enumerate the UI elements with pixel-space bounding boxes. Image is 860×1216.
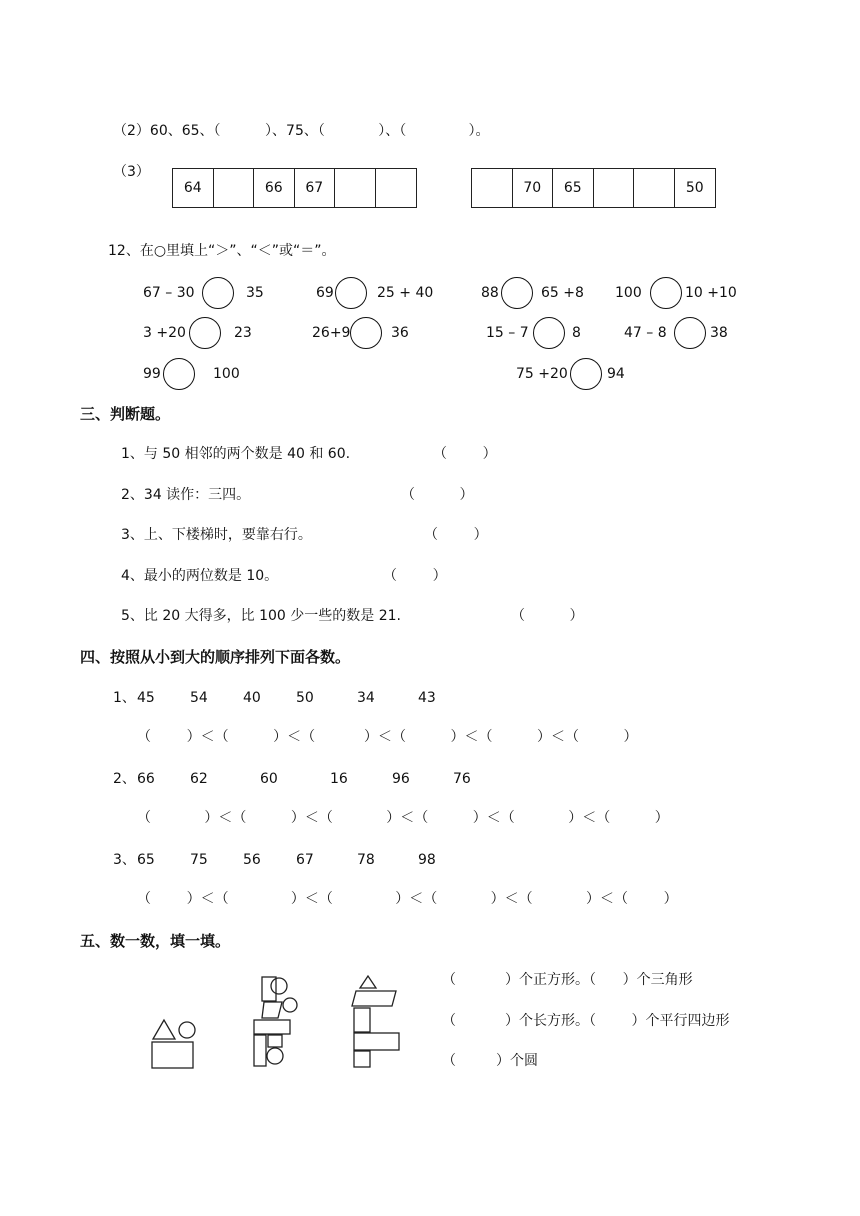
judgement-item: 3、上、下楼梯时，要靠右行。 [121,527,312,543]
judgement-answer-paren[interactable]: （ ） [511,608,584,624]
ordering-number: 76 [453,771,471,787]
section-title-ordering: 四、按照从小到大的顺序排列下面各数。 [80,648,351,666]
square-shape [268,1035,282,1047]
rectangle-shape [254,1020,290,1034]
compare-question-title: 12、在○里填上“＞”、“＜”或“＝”。 [108,243,336,259]
grid-cell[interactable]: 50 [685,180,704,196]
ordering-number: 98 [418,852,436,868]
ordering-answer-line[interactable]: （ ）＜（ ）＜（ ）＜（ ）＜（ ）＜（ ） [137,729,638,745]
judgement-item: 4、最小的两位数是 10。 [121,568,279,584]
rectangle-shape [354,1033,399,1050]
compare-right: 38 [710,325,728,341]
judgement-answer-paren[interactable]: （ ） [424,527,488,543]
section-title-counting: 五、数一数，填一填。 [80,932,231,950]
judgement-item: 5、比 20 大得多，比 100 少一些的数是 21. [121,608,401,624]
ordering-number: 78 [357,852,375,868]
ordering-number: 16 [330,771,348,787]
compare-right: 65 +8 [541,285,584,301]
judgement-answer-paren[interactable]: （ ） [433,446,497,462]
compare-left: 75 +20 [516,366,568,382]
square-shape [354,1051,370,1067]
grid-cell[interactable]: 65 [553,169,594,207]
compare-right: 8 [572,325,581,341]
ordering-number: 54 [190,690,208,706]
ordering-number: 45 [137,690,155,706]
ordering-number: 43 [418,690,436,706]
circle-shape [179,1022,195,1038]
compare-right: 94 [607,366,625,382]
ordering-group-label: 2、 [113,771,136,787]
ordering-answer-line[interactable]: （ ）＜（ ）＜（ ）＜（ ）＜（ ）＜（ ） [137,891,678,907]
counting-line[interactable]: （ ）个圆 [442,1053,539,1069]
ordering-group-label: 1、 [113,690,136,706]
ordering-group-label: 3、 [113,852,136,868]
compare-left: 15 – 7 [486,325,529,341]
grid-cell[interactable]: 66 [254,169,295,207]
judgement-item: 1、与 50 相邻的两个数是 40 和 60. [121,446,351,462]
parallelogram-shape [262,1002,282,1018]
ordering-number: 75 [190,852,208,868]
rectangle-shape [254,1035,266,1066]
counting-line[interactable]: （ ）个正方形。（ ）个三角形 [442,972,693,988]
ordering-number: 66 [137,771,155,787]
compare-right: 36 [391,325,409,341]
compare-right: 35 [246,285,264,301]
compare-left: 26+9 [312,325,351,341]
counting-line[interactable]: （ ）个长方形。（ ）个平行四边形 [442,1013,730,1029]
ordering-number: 96 [392,771,410,787]
rectangle-shape [152,1042,193,1068]
judgement-answer-paren[interactable]: （ ） [401,487,474,503]
ordering-number: 34 [357,690,375,706]
compare-right: 25 + 40 [377,285,434,301]
section-title-judgement: 三、判断题。 [80,405,171,423]
compare-right: 23 [234,325,252,341]
ordering-number: 56 [243,852,261,868]
circle-shape [271,978,287,994]
parallelogram-shape [352,991,396,1006]
sequence-fill-line: （2）60、65、（ ）、75、（ ）、（ ）。 [113,123,490,139]
compare-left: 88 [481,285,499,301]
grid-cell[interactable]: 64 [173,169,214,207]
rectangle-shape [354,1008,370,1032]
compare-left: 67 – 30 [143,285,195,301]
compare-right: 10 +10 [685,285,737,301]
grid-cell[interactable]: 70 [513,169,554,207]
compare-left: 3 +20 [143,325,186,341]
grid-cell[interactable]: 67 [295,169,336,207]
ordering-answer-line[interactable]: （ ）＜（ ）＜（ ）＜（ ）＜（ ）＜（ ） [137,810,669,826]
sequence-grid-label: （3） [113,164,150,180]
triangle-shape [153,1020,175,1039]
compare-left: 100 [615,285,642,301]
circle-shape [283,998,297,1012]
judgement-answer-paren[interactable]: （ ） [383,568,447,584]
triangle-shape [360,976,376,988]
ordering-number: 60 [260,771,278,787]
compare-right: 100 [213,366,240,382]
compare-left: 99 [143,366,161,382]
compare-left: 69 [316,285,334,301]
ordering-number: 65 [137,852,155,868]
circle-shape [267,1048,283,1064]
ordering-number: 67 [296,852,314,868]
ordering-number: 50 [296,690,314,706]
ordering-number: 62 [190,771,208,787]
ordering-number: 40 [243,690,261,706]
judgement-item: 2、34 读作：三四。 [121,487,251,503]
compare-left: 47 – 8 [624,325,667,341]
